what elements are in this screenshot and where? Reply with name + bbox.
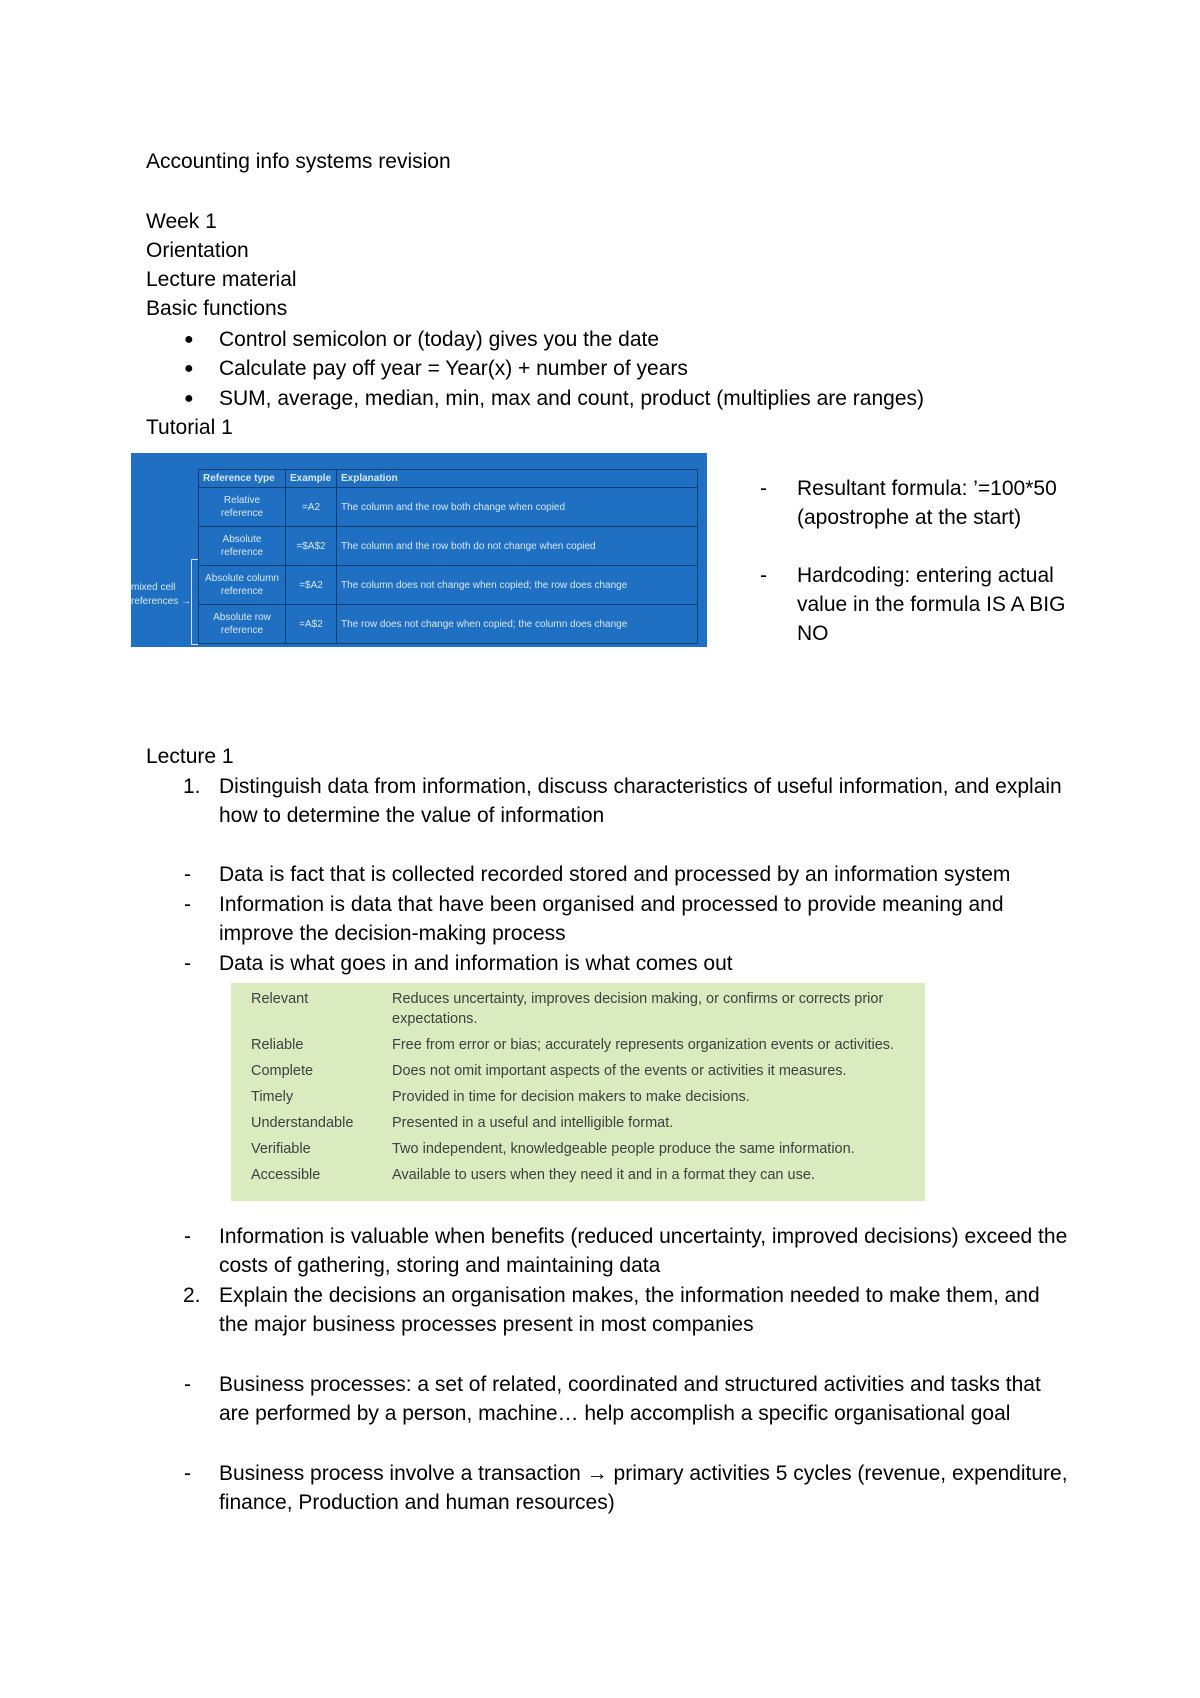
table-header-row	[199, 470, 698, 488]
learning-objective: Distinguish data from information, discuss characteristics of useful information, and explain how to determine the value of information	[219, 775, 1062, 827]
learning-objective: Explain the decisions an organisation makes, the information needed to make them, and the major business processes present in most companies	[219, 1284, 1040, 1336]
header-explanation: Explanation	[337, 470, 698, 488]
list-item: Business processes: a set of related, coordinated and structured activities and tasks that are performed by a person, machine… help accomplish a specific organisational goal	[219, 1373, 1041, 1425]
document-title: Accounting info systems revision	[146, 150, 451, 173]
characteristic-definition: Provided in time for decision makers to make decisions.	[392, 1089, 750, 1105]
example-cell: =A2	[286, 488, 337, 527]
list-number: 1.	[183, 775, 201, 798]
bullet-item: Calculate pay off year = Year(x) + number of years	[219, 357, 688, 380]
characteristic-term: Accessible	[251, 1167, 321, 1183]
table-row	[199, 605, 698, 644]
dash-icon: -	[184, 1373, 191, 1396]
orientation-heading: Orientation	[146, 239, 249, 262]
dash-icon: -	[184, 863, 191, 886]
tutorial-heading: Tutorial 1	[146, 416, 233, 439]
dash-icon: -	[760, 477, 767, 500]
table-row	[199, 566, 698, 605]
explanation-cell: The column and the row both change when copied	[337, 488, 698, 527]
characteristic-term: Complete	[251, 1063, 314, 1079]
characteristic-definition: Reduces uncertainty, improves decision making, or confirms or corrects prior expectations.	[392, 991, 884, 1027]
characteristic-definition: Available to users when they need it and in a format they can use.	[392, 1167, 815, 1183]
characteristic-definition: Free from error or bias; accurately represents organization events or activities.	[392, 1037, 895, 1053]
side-note: Resultant formula: ’=100*50 (apostrophe at the start)	[797, 477, 1057, 529]
table-row	[199, 527, 698, 566]
dash-icon: -	[184, 952, 191, 975]
characteristic-term: Reliable	[251, 1037, 304, 1053]
basic-functions-heading: Basic functions	[146, 297, 288, 320]
characteristic-term: Relevant	[251, 991, 309, 1007]
characteristic-definition: Does not omit important aspects of the events or activities it measures.	[392, 1063, 847, 1079]
characteristic-definition: Presented in a useful and intelligible format.	[392, 1115, 674, 1131]
reference-type-cell: Absolute column reference	[199, 566, 286, 605]
bullet-icon: ●	[184, 331, 194, 348]
bullet-item: SUM, average, median, min, max and count, product (multiplies are ranges)	[219, 387, 924, 410]
list-item: Data is what goes in and information is what comes out	[219, 952, 733, 975]
dash-icon: -	[184, 893, 191, 916]
bullet-item: Control semicolon or (today) gives you the date	[219, 328, 660, 351]
lecture-material-heading: Lecture material	[146, 268, 297, 291]
dash-icon: -	[184, 1462, 191, 1485]
example-cell: =$A2	[286, 566, 337, 605]
explanation-cell: The row does not change when copied; the column does change	[337, 605, 698, 644]
example-cell: =$A$2	[286, 527, 337, 566]
list-item: Information is valuable when benefits (reduced uncertainty, improved decisions) exceed the costs of gathering, storing and maintaining data	[219, 1225, 1068, 1277]
week-heading: Week 1	[146, 210, 217, 233]
header-example: Example	[286, 470, 337, 488]
cell-reference-figure	[131, 453, 707, 647]
characteristic-term: Verifiable	[251, 1141, 311, 1157]
information-characteristics-figure	[231, 983, 925, 1201]
list-item: Data is fact that is collected recorded stored and processed by an information system	[219, 863, 1011, 886]
explanation-cell: The column and the row both do not change when copied	[337, 527, 698, 566]
explanation-cell: The column does not change when copied; the row does change	[337, 566, 698, 605]
characteristic-term: Understandable	[251, 1115, 354, 1131]
dash-icon: -	[184, 1225, 191, 1248]
reference-type-cell: Absolute row reference	[199, 605, 286, 644]
list-number: 2.	[183, 1284, 201, 1307]
header-reference-type: Reference type	[199, 470, 286, 488]
mixed-references-label: mixed cell references →	[131, 582, 192, 607]
lecture-heading: Lecture 1	[146, 745, 234, 768]
bullet-icon: ●	[184, 360, 194, 377]
reference-table	[198, 469, 698, 644]
example-cell: =A$2	[286, 605, 337, 644]
reference-type-cell: Absolute reference	[199, 527, 286, 566]
list-item: Information is data that have been organised and processed to provide meaning and improve the decision-making process	[219, 893, 1004, 945]
side-note: Hardcoding: entering actual value in the formula IS A BIG NO	[797, 564, 1066, 645]
characteristic-definition: Two independent, knowledgeable people produce the same information.	[392, 1141, 855, 1157]
list-item: Business process involve a transaction → primary activities 5 cycles (revenue, expenditure, finance, Production and human resources)	[219, 1462, 1068, 1514]
dash-icon: -	[760, 564, 767, 587]
reference-type-cell: Relative reference	[199, 488, 286, 527]
table-row	[199, 488, 698, 527]
characteristic-term: Timely	[251, 1089, 294, 1105]
bullet-icon: ●	[184, 390, 194, 407]
